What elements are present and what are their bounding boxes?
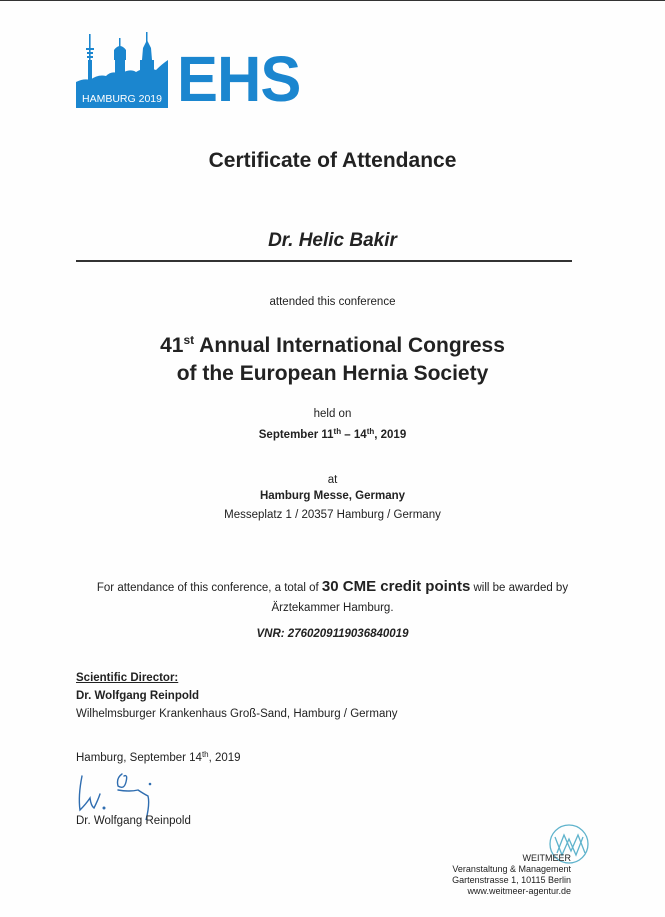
agency-line1: Veranstaltung & Management [452,864,571,874]
agency-website: www.weitmeer-agentur.de [467,886,571,896]
agency-line2: Gartenstrasse 1, 10115 Berlin [452,875,571,885]
congress-title [0,332,665,388]
cme-credits-statement [0,577,665,618]
congress-title-line2: of the European Hernia Society [176,362,489,385]
signatory-name: Dr. Wolfgang Reinpold [76,815,191,827]
dates-start-suffix: th [333,427,342,436]
at-text: at [327,474,338,486]
scientific-director-name: Dr. Wolfgang Reinpold [76,690,200,702]
credits-prefix: For attendance of this conference, a total of [96,582,322,594]
attended-text: attended this conference [269,296,396,308]
dates-end-suffix: th [366,427,375,436]
dates-year: , 2019 [374,429,407,441]
recipient-name: Dr. Helic Bakir [268,230,397,251]
place-date-text: Hamburg, September 14 [76,752,202,764]
venue-name: Hamburg Messe, Germany [259,490,406,502]
credits-suffix: will be awarded by [470,582,569,594]
credits-line1 [0,577,665,598]
hamburg-skyline-logo [76,30,168,108]
certificate-title: Certificate of Attendance [208,149,457,172]
congress-line1-text: Annual International Congress [194,334,505,357]
held-on-text: held on [313,408,352,420]
conference-dates [0,429,665,441]
agency-block [420,853,571,897]
dates-end: – 14 [341,429,367,441]
congress-title-line1 [0,332,665,360]
credits-line2: Ärztekammer Hamburg. [271,602,394,614]
venue-address: Messeplatz 1 / 20357 Hamburg / Germany [224,509,441,521]
handwritten-signature [74,770,174,820]
name-underline-rule [76,260,572,262]
page-top-edge [0,0,665,1]
credits-highlight: 30 CME credit points [321,578,471,595]
scientific-director-label: Scientific Director: [76,672,179,684]
place-date-suffix: th [201,750,209,759]
congress-ordinal-number: 41 [160,334,184,357]
vnr-number: VNR: 2760209119036840019 [256,628,409,640]
ehs-logo-text: EHS [177,43,301,115]
scientific-director-institution: Wilhelmsburger Krankenhaus Groß-Sand, Hamburg / Germany [76,708,398,720]
logo-city-label: HAMBURG 2019 [82,93,162,105]
place-date-year: , 2019 [208,752,241,764]
agency-name: WEITMEER [522,853,571,863]
dates-start: September 11 [258,429,334,441]
congress-ordinal-suffix: st [183,333,195,347]
place-and-date [76,752,241,764]
